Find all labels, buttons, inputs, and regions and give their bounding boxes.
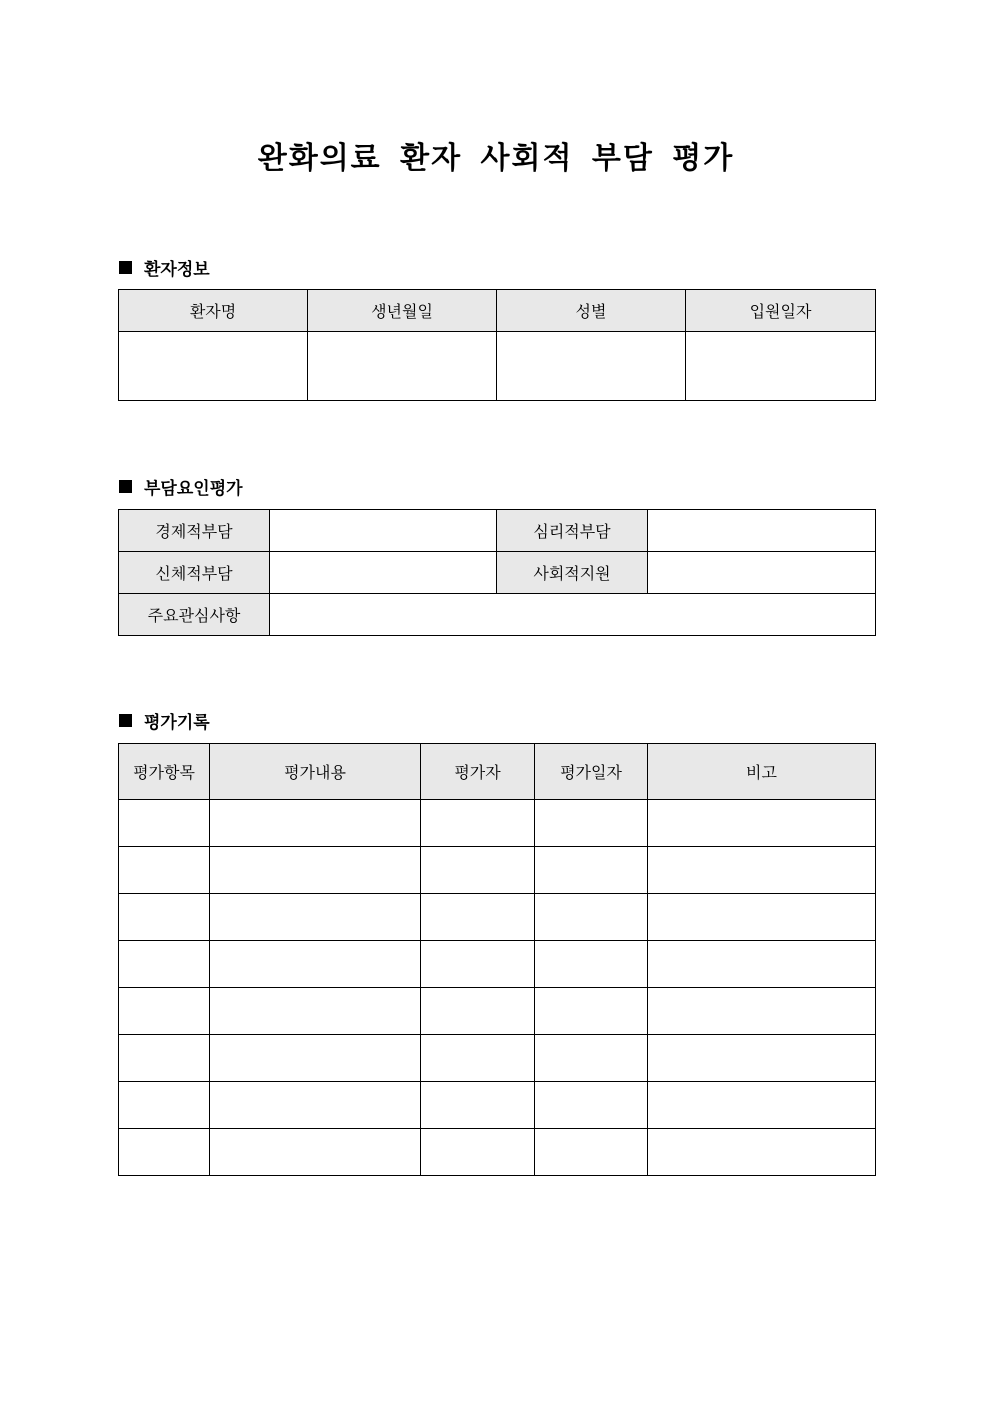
record-cell[interactable] — [535, 847, 648, 894]
black-square-icon — [119, 714, 132, 727]
section-heading-label: 환자정보 — [144, 260, 210, 280]
record-cell[interactable] — [119, 847, 210, 894]
table-row — [119, 847, 876, 894]
label-main-concern: 주요관심사항 — [119, 594, 270, 636]
record-cell[interactable] — [210, 1129, 421, 1176]
section-heading-patient-info — [119, 255, 210, 280]
header-remarks: 비고 — [648, 744, 876, 800]
header-assessment-item: 평가항목 — [119, 744, 210, 800]
record-cell[interactable] — [421, 847, 535, 894]
record-cell[interactable] — [648, 800, 876, 847]
label-social-support: 사회적지원 — [497, 552, 648, 594]
record-cell[interactable] — [421, 894, 535, 941]
section-heading-record — [119, 708, 210, 733]
record-cell[interactable] — [535, 800, 648, 847]
table-row — [119, 332, 876, 401]
main-concern-cell[interactable] — [270, 594, 876, 636]
black-square-icon — [119, 261, 132, 274]
record-cell[interactable] — [648, 941, 876, 988]
label-physical-burden: 신체적부담 — [119, 552, 270, 594]
table-row — [119, 510, 876, 552]
section-heading-burden — [119, 474, 243, 499]
record-cell[interactable] — [421, 1082, 535, 1129]
record-cell[interactable] — [119, 1129, 210, 1176]
record-cell[interactable] — [119, 941, 210, 988]
record-cell[interactable] — [535, 988, 648, 1035]
table-row — [119, 1035, 876, 1082]
table-row — [119, 988, 876, 1035]
social-support-cell[interactable] — [648, 552, 876, 594]
physical-burden-cell[interactable] — [270, 552, 497, 594]
assessment-record-table — [118, 743, 876, 1176]
record-cell[interactable] — [421, 1035, 535, 1082]
label-psychological-burden: 심리적부담 — [497, 510, 648, 552]
table-row — [119, 1129, 876, 1176]
record-cell[interactable] — [119, 1035, 210, 1082]
record-cell[interactable] — [210, 988, 421, 1035]
header-assessment-content: 평가내용 — [210, 744, 421, 800]
label-economic-burden: 경제적부담 — [119, 510, 270, 552]
record-cell[interactable] — [210, 1082, 421, 1129]
header-assessor: 평가자 — [421, 744, 535, 800]
record-cell[interactable] — [210, 847, 421, 894]
record-cell[interactable] — [648, 1082, 876, 1129]
record-cell[interactable] — [648, 894, 876, 941]
table-row — [119, 1082, 876, 1129]
record-cell[interactable] — [119, 1082, 210, 1129]
record-cell[interactable] — [648, 1129, 876, 1176]
header-birth-date: 생년월일 — [308, 290, 497, 332]
patient-info-table — [118, 289, 876, 401]
record-cell[interactable] — [648, 988, 876, 1035]
table-header-row — [119, 744, 876, 800]
table-header-row — [119, 290, 876, 332]
header-gender: 성별 — [497, 290, 686, 332]
record-cell[interactable] — [421, 988, 535, 1035]
record-cell[interactable] — [210, 941, 421, 988]
table-row — [119, 594, 876, 636]
record-cell[interactable] — [421, 941, 535, 988]
header-admission-date: 입원일자 — [686, 290, 876, 332]
record-cell[interactable] — [119, 988, 210, 1035]
record-cell[interactable] — [210, 800, 421, 847]
table-row — [119, 894, 876, 941]
record-cell[interactable] — [210, 894, 421, 941]
section-heading-label: 평가기록 — [144, 713, 210, 733]
record-cell[interactable] — [648, 1035, 876, 1082]
table-row — [119, 941, 876, 988]
record-cell[interactable] — [210, 1035, 421, 1082]
record-cell[interactable] — [119, 800, 210, 847]
header-patient-name: 환자명 — [119, 290, 308, 332]
burden-assessment-table — [118, 509, 876, 636]
table-row — [119, 800, 876, 847]
patient-name-cell[interactable] — [119, 332, 308, 401]
gender-cell[interactable] — [497, 332, 686, 401]
record-cell[interactable] — [421, 1129, 535, 1176]
record-cell[interactable] — [535, 1082, 648, 1129]
black-square-icon — [119, 480, 132, 493]
table-row — [119, 552, 876, 594]
section-heading-label: 부담요인평가 — [144, 479, 243, 499]
economic-burden-cell[interactable] — [270, 510, 497, 552]
record-cell[interactable] — [119, 894, 210, 941]
header-assessment-date: 평가일자 — [535, 744, 648, 800]
page-title: 완화의료 환자 사회적 부담 평가 — [257, 141, 735, 176]
record-cell[interactable] — [535, 941, 648, 988]
birth-date-cell[interactable] — [308, 332, 497, 401]
psychological-burden-cell[interactable] — [648, 510, 876, 552]
admission-date-cell[interactable] — [686, 332, 876, 401]
record-cell[interactable] — [421, 800, 535, 847]
record-cell[interactable] — [648, 847, 876, 894]
record-cell[interactable] — [535, 1129, 648, 1176]
record-cell[interactable] — [535, 1035, 648, 1082]
record-cell[interactable] — [535, 894, 648, 941]
